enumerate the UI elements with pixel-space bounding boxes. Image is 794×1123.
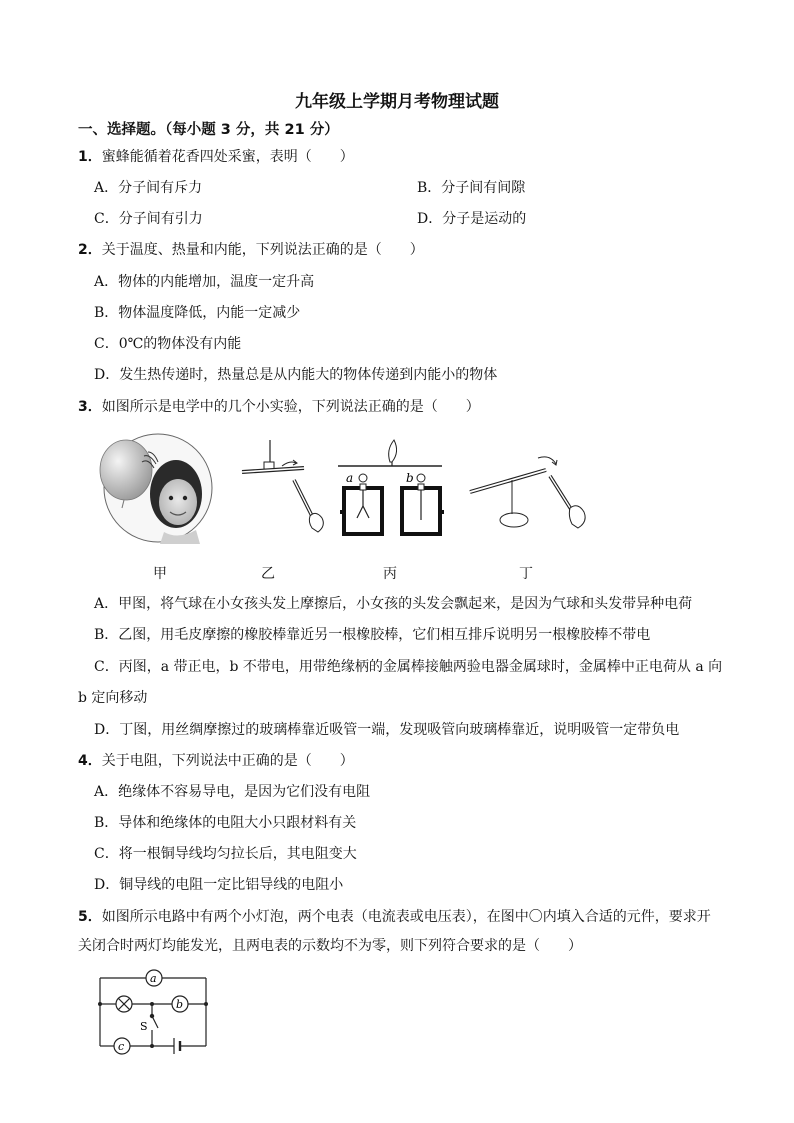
option-4c[interactable]: C．将一根铜导线均匀拉长后，其电阻变大 (94, 846, 357, 862)
question-5-cont: 关闭合时两灯均能发光，且两电表的示数均不为零，则下列符合要求的是（ ） (78, 938, 582, 954)
caption-bing: 丙 (383, 566, 397, 582)
circuit-label-c: c (118, 1040, 125, 1053)
label-a: a (346, 471, 354, 485)
caption-jia: 甲 (153, 566, 167, 582)
option-1d[interactable]: D．分子是运动的 (417, 211, 527, 227)
question-number: 3． (78, 399, 102, 415)
question-stem: 关于温度、热量和内能，下列说法正确的是（ ） (101, 242, 424, 258)
figure-yi-rods (238, 436, 330, 536)
circuit-label-b: b (176, 998, 184, 1011)
page-title: 九年级上学期月考物理试题 (295, 92, 499, 112)
question-1 (78, 146, 354, 166)
figure-ding-straw (468, 456, 598, 536)
option-2a[interactable]: A．物体的内能增加，温度一定升高 (94, 274, 315, 290)
question-number: 5． (78, 909, 102, 925)
option-3d[interactable]: D．丁图，用丝绸摩擦过的玻璃棒靠近吸管一端，发现吸管向玻璃棒靠近，说明吸管一定带负电 (94, 722, 680, 738)
figure-jia-balloon-girl (96, 432, 218, 544)
label-b: b (406, 471, 414, 485)
question-stem: 蜜蜂能循着花香四处采蜜，表明（ ） (101, 149, 354, 165)
option-1a[interactable]: A．分子间有斥力 (94, 180, 203, 196)
option-2b[interactable]: B．物体温度降低，内能一定减少 (94, 305, 301, 321)
question-number: 2． (78, 242, 102, 258)
option-1b[interactable]: B．分子间有间隙 (417, 180, 526, 196)
section-heading: 一、选择题。（每小题 3 分，共 21 分） (78, 122, 339, 138)
option-4b[interactable]: B．导体和绝缘体的电阻大小只跟材料有关 (94, 815, 357, 831)
question-5 (78, 906, 711, 926)
caption-ding: 丁 (519, 566, 533, 582)
question-stem: 如图所示电路中有两个小灯泡，两个电表（电流表或电压表），在图中〇内填入合适的元件，要求开 (101, 909, 711, 925)
option-2d[interactable]: D．发生热传递时，热量总是从内能大的物体传递到内能小的物体 (94, 367, 498, 383)
option-4a[interactable]: A．绝缘体不容易导电，是因为它们没有电阻 (94, 784, 371, 800)
circuit-label-a: a (150, 972, 157, 985)
option-2c[interactable]: C．0℃的物体没有内能 (94, 336, 242, 352)
question-4 (78, 750, 354, 770)
figure-bing-electroscopes (338, 436, 446, 540)
option-1c[interactable]: C．分子间有引力 (94, 211, 203, 227)
option-3c-cont: b 定向移动 (78, 690, 148, 706)
question-number: 1． (78, 149, 102, 165)
circuit-label-s: S (140, 1020, 148, 1033)
circuit-diagram (94, 966, 212, 1056)
option-4d[interactable]: D．铜导线的电阻一定比铝导线的电阻小 (94, 877, 344, 893)
question-stem: 如图所示是电学中的几个小实验，下列说法正确的是（ ） (101, 399, 480, 415)
question-stem: 关于电阻，下列说法中正确的是（ ） (101, 753, 354, 769)
question-2 (78, 239, 424, 259)
question-3 (78, 396, 480, 416)
question-number: 4． (78, 753, 102, 769)
option-3b[interactable]: B．乙图，用毛皮摩擦的橡胶棒靠近另一根橡胶棒，它们相互排斥说明另一根橡胶棒不带电 (94, 627, 651, 643)
option-3c[interactable]: C．丙图，a 带正电，b 不带电，用带绝缘柄的金属棒接触两验电器金属球时，金属棒中正电荷从 a 向 (94, 659, 723, 675)
caption-yi: 乙 (261, 566, 275, 582)
option-3a[interactable]: A．甲图，将气球在小女孩头发上摩擦后，小女孩的头发会飘起来，是因为气球和头发带异种电荷 (94, 596, 693, 612)
